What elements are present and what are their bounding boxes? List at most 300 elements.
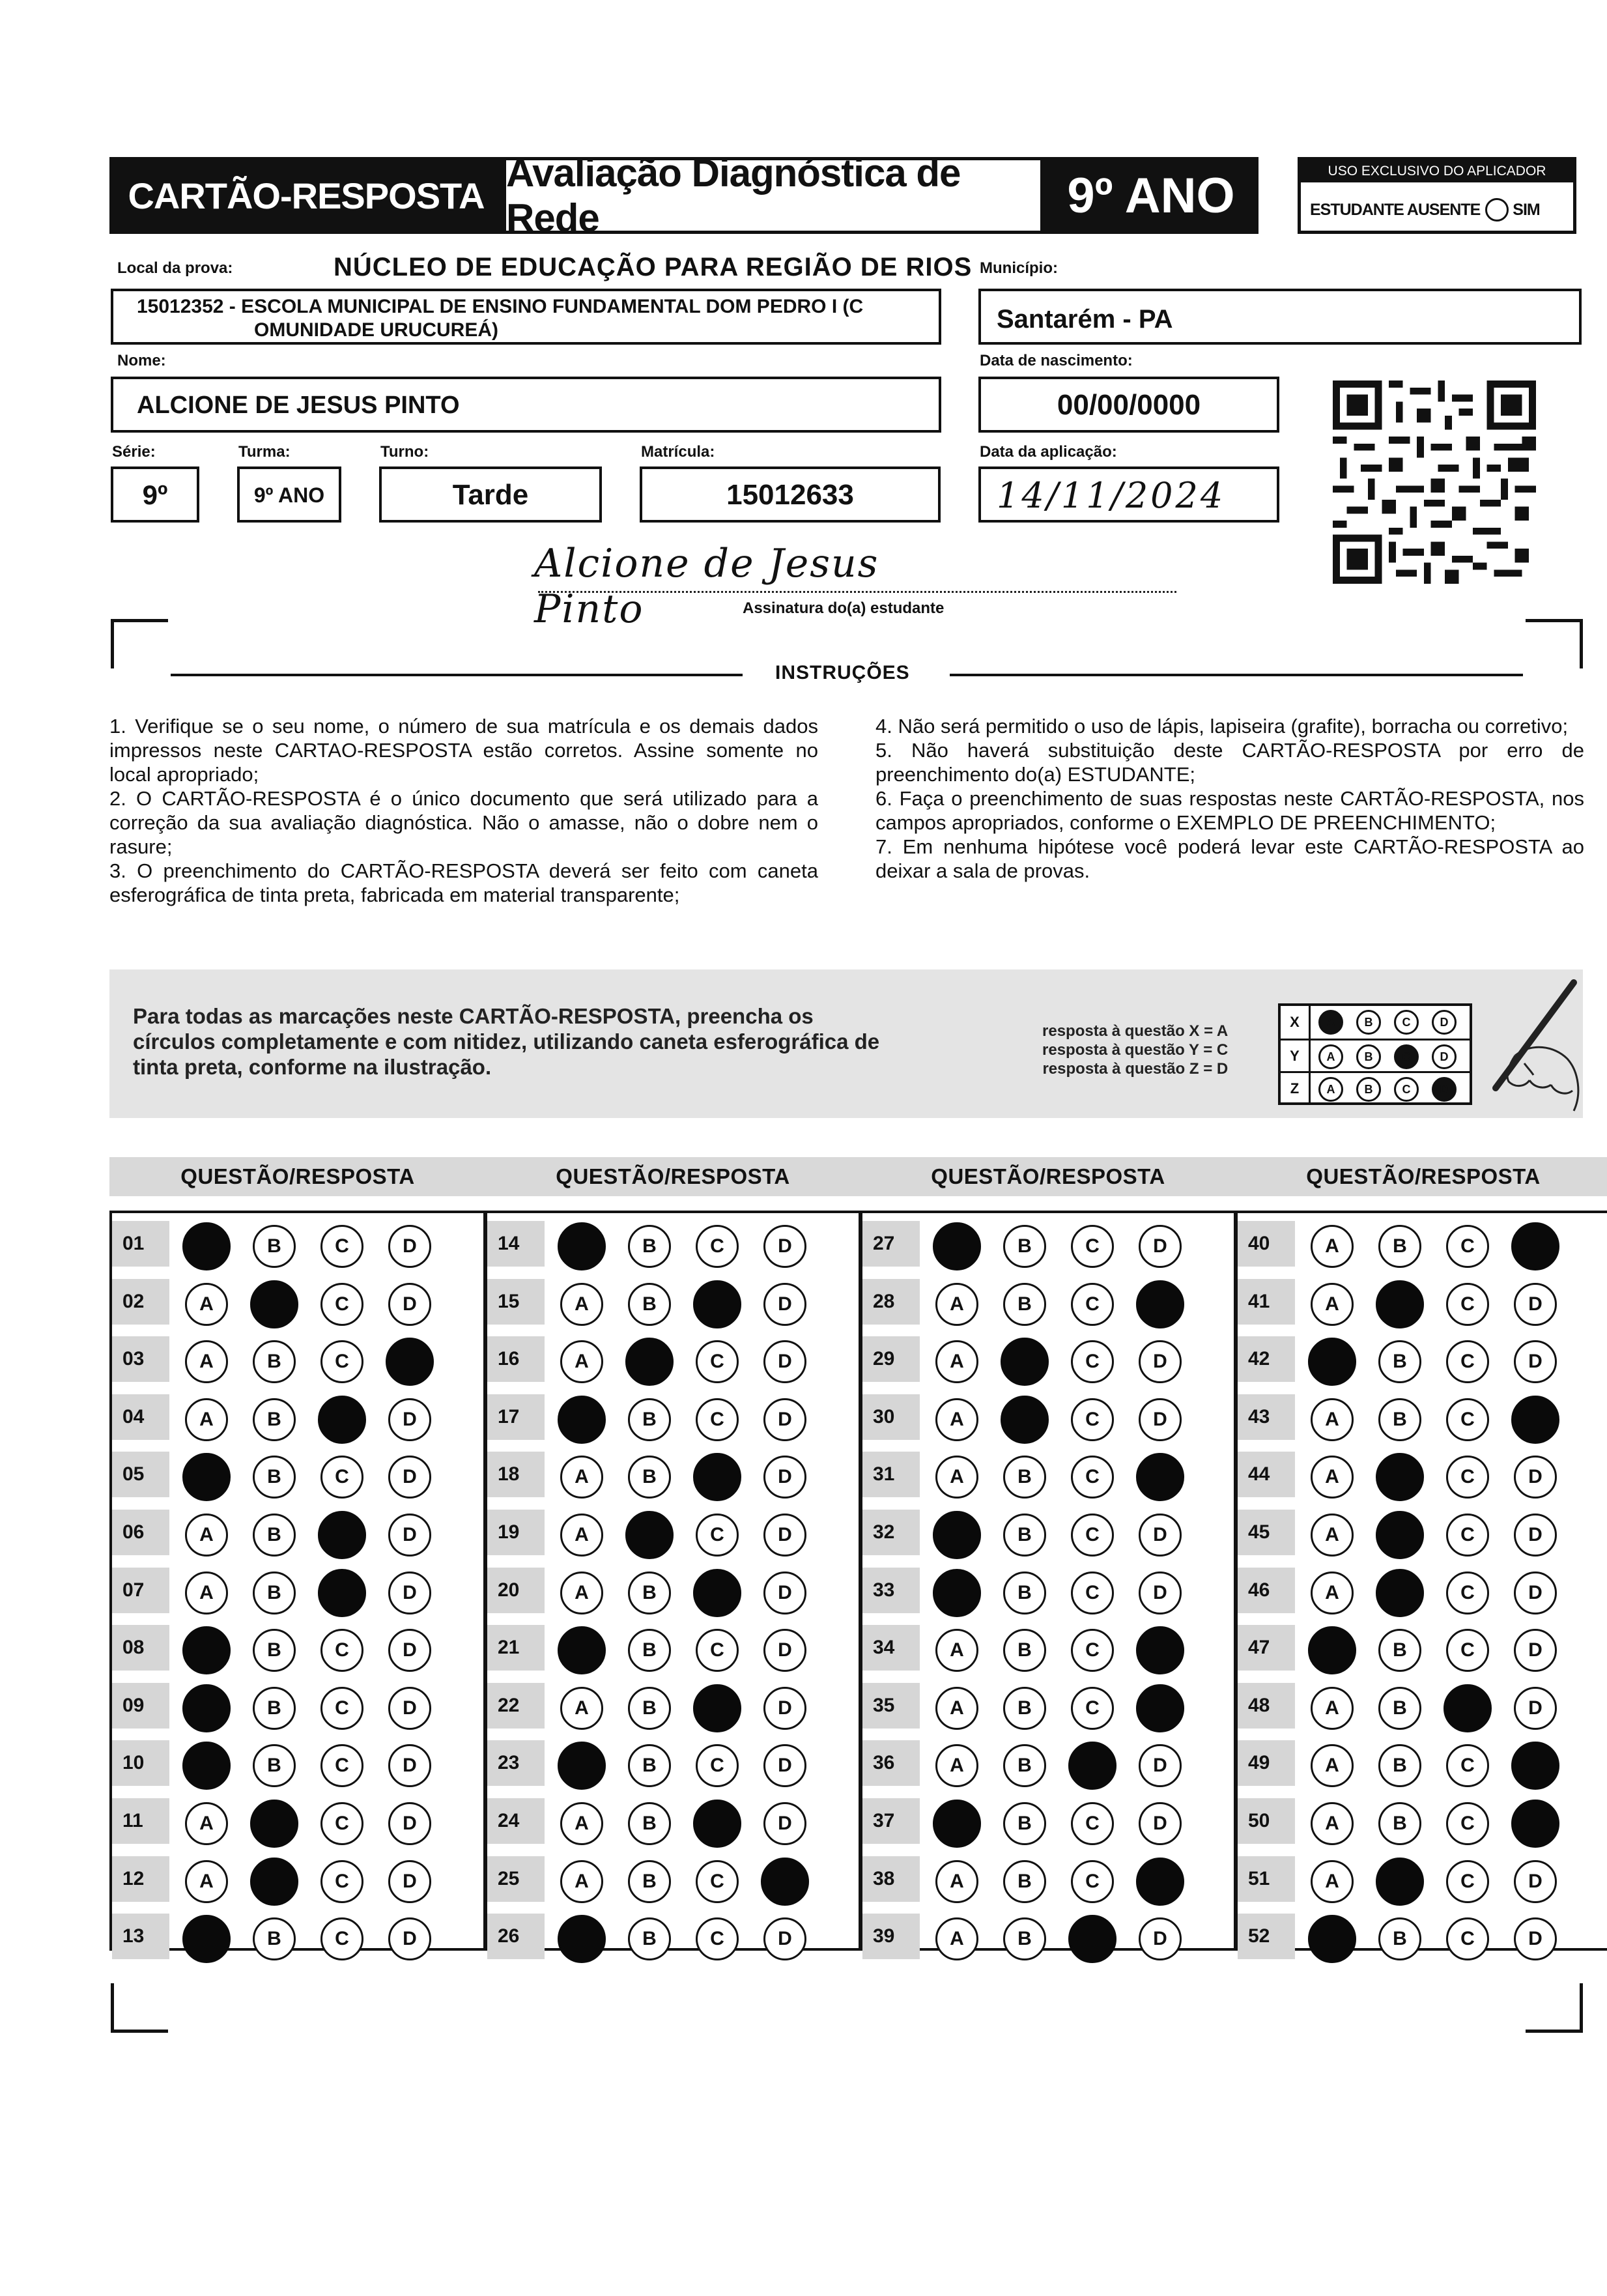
answer-bubble-19-a[interactable]: A — [560, 1514, 603, 1557]
answer-bubble-38-c[interactable]: C — [1071, 1860, 1114, 1903]
answer-bubble-04-c[interactable] — [318, 1396, 366, 1444]
answer-bubble-31-a[interactable]: A — [935, 1456, 978, 1499]
question-number: 08 — [112, 1625, 169, 1671]
answer-row-33 — [862, 1568, 1234, 1613]
answer-bubble-02-d[interactable]: D — [388, 1283, 431, 1326]
answer-row-12 — [112, 1856, 483, 1902]
answer-bubble-20-d[interactable]: D — [763, 1571, 806, 1614]
answer-bubble-49-b[interactable]: B — [1378, 1744, 1421, 1787]
answer-bubble-09-c[interactable]: C — [320, 1687, 363, 1730]
turno-label: Turno: — [380, 443, 429, 461]
answer-bubble-17-c[interactable]: C — [696, 1398, 739, 1441]
answer-bubble-44-c[interactable]: C — [1446, 1456, 1489, 1499]
absent-yes-label: SIM — [1513, 200, 1540, 219]
answer-bubble-01-c[interactable]: C — [320, 1225, 363, 1268]
answer-bubble-32-b[interactable]: B — [1003, 1514, 1046, 1557]
answer-bubble-34-d[interactable] — [1136, 1626, 1184, 1674]
answer-bubble-45-d[interactable]: D — [1514, 1514, 1557, 1557]
answer-row-03 — [112, 1336, 483, 1382]
answer-bubble-08-d[interactable]: D — [388, 1629, 431, 1672]
answer-row-06 — [112, 1510, 483, 1555]
answer-bubble-35-c[interactable]: C — [1071, 1687, 1114, 1730]
answer-bubble-18-d[interactable]: D — [763, 1456, 806, 1499]
answer-bubble-28-b[interactable]: B — [1003, 1283, 1046, 1326]
applicator-box — [1298, 157, 1576, 234]
answer-bubble-16-a[interactable]: A — [560, 1340, 603, 1383]
answer-bubble-32-a[interactable] — [933, 1511, 981, 1559]
answer-bubble-03-a[interactable]: A — [185, 1340, 228, 1383]
question-number: 10 — [112, 1740, 169, 1786]
answer-bubble-10-c[interactable]: C — [320, 1744, 363, 1787]
answer-bubble-49-d[interactable] — [1511, 1742, 1559, 1790]
answer-bubble-40-b[interactable]: B — [1378, 1225, 1421, 1268]
answer-bubble-26-a[interactable] — [558, 1915, 606, 1963]
answer-bubble-05-b[interactable]: B — [253, 1456, 296, 1499]
answer-bubble-47-b[interactable]: B — [1378, 1629, 1421, 1672]
answer-bubble-37-a[interactable] — [933, 1800, 981, 1848]
answer-bubble-06-a[interactable]: A — [185, 1514, 228, 1557]
answer-bubble-25-c[interactable]: C — [696, 1860, 739, 1903]
answer-bubble-26-d[interactable]: D — [763, 1917, 806, 1960]
answer-bubble-23-d[interactable]: D — [763, 1744, 806, 1787]
answer-bubble-24-a[interactable]: A — [560, 1802, 603, 1845]
answer-bubble-37-b[interactable]: B — [1003, 1802, 1046, 1845]
answer-bubble-14-d[interactable]: D — [763, 1225, 806, 1268]
answer-row-18 — [487, 1452, 859, 1497]
answer-bubble-32-d[interactable]: D — [1139, 1514, 1182, 1557]
answer-bubble-24-c[interactable] — [693, 1800, 741, 1848]
answer-bubble-51-a[interactable]: A — [1311, 1860, 1354, 1903]
answer-bubble-05-c[interactable]: C — [320, 1456, 363, 1499]
answer-bubble-08-b[interactable]: B — [253, 1629, 296, 1672]
instruction-3: 3. O preenchimento do CARTÃO-RESPOSTA deverá ser feito com caneta esferográfica de tinta preta, fabricada em material transparente; — [109, 859, 818, 906]
answer-row-40 — [1238, 1221, 1607, 1267]
answer-bubble-51-c[interactable]: C — [1446, 1860, 1489, 1903]
answer-bubble-33-a[interactable] — [933, 1569, 981, 1617]
answer-row-09 — [112, 1683, 483, 1729]
answer-bubble-35-a[interactable]: A — [935, 1687, 978, 1730]
answer-row-27 — [862, 1221, 1234, 1267]
answer-row-05 — [112, 1452, 483, 1497]
answer-bubble-17-d[interactable]: D — [763, 1398, 806, 1441]
question-number: 51 — [1238, 1856, 1295, 1902]
question-number: 30 — [862, 1394, 920, 1440]
answer-row-02 — [112, 1279, 483, 1325]
answer-bubble-12-d[interactable]: D — [388, 1860, 431, 1903]
answer-row-20 — [487, 1568, 859, 1613]
answer-bubble-08-a[interactable] — [182, 1626, 231, 1674]
answer-bubble-39-b[interactable]: B — [1003, 1917, 1046, 1960]
answer-bubble-29-a[interactable]: A — [935, 1340, 978, 1383]
answer-bubble-06-b[interactable]: B — [253, 1514, 296, 1557]
question-number: 13 — [112, 1914, 169, 1959]
answer-bubble-50-b[interactable]: B — [1378, 1802, 1421, 1845]
turma-label: Turma: — [238, 443, 291, 461]
answer-bubble-42-a[interactable] — [1308, 1338, 1356, 1386]
answer-bubble-50-d[interactable] — [1511, 1800, 1559, 1848]
turma-field: 9º ANO — [237, 466, 341, 523]
answer-bubble-02-c[interactable]: C — [320, 1283, 363, 1326]
frame-corner-bottom-left — [111, 1983, 168, 2033]
question-number: 03 — [112, 1336, 169, 1382]
answer-bubble-10-d[interactable]: D — [388, 1744, 431, 1787]
answer-bubble-19-d[interactable]: D — [763, 1514, 806, 1557]
answer-bubble-09-b[interactable]: B — [253, 1687, 296, 1730]
question-number: 26 — [487, 1914, 545, 1959]
answer-bubble-27-c[interactable]: C — [1071, 1225, 1114, 1268]
answer-bubble-47-a[interactable] — [1308, 1626, 1356, 1674]
answer-bubble-43-a[interactable]: A — [1311, 1398, 1354, 1441]
example-bubble-b: B — [1356, 1010, 1381, 1035]
question-number: 01 — [112, 1221, 169, 1267]
answer-row-39 — [862, 1914, 1234, 1959]
answer-bubble-06-d[interactable]: D — [388, 1514, 431, 1557]
example-bubble-b: B — [1356, 1044, 1381, 1069]
answer-bubble-15-d[interactable]: D — [763, 1283, 806, 1326]
answer-bubble-33-d[interactable]: D — [1139, 1571, 1182, 1614]
answer-bubble-12-a[interactable]: A — [185, 1860, 228, 1903]
answer-bubble-29-b[interactable] — [1001, 1338, 1049, 1386]
question-number: 02 — [112, 1279, 169, 1325]
example-text: Para todas as marcações neste CARTÃO-RESPOSTA, preencha os círculos completamente e com nitidez, utilizando caneta esferográfica de tinta preta, conforme na ilustração. — [133, 1004, 880, 1079]
answer-bubble-46-a[interactable]: A — [1311, 1571, 1354, 1614]
answer-bubble-37-c[interactable]: C — [1071, 1802, 1114, 1845]
answer-bubble-48-c[interactable] — [1443, 1684, 1492, 1732]
question-number: 16 — [487, 1336, 545, 1382]
legend-z: resposta à questão Z = D — [1042, 1060, 1229, 1078]
answer-bubble-40-d[interactable] — [1511, 1222, 1559, 1270]
answer-bubble-43-c[interactable]: C — [1446, 1398, 1489, 1441]
answer-bubble-28-d[interactable] — [1136, 1280, 1184, 1328]
answer-bubble-03-d[interactable] — [386, 1338, 434, 1386]
answer-bubble-34-b[interactable]: B — [1003, 1629, 1046, 1672]
answer-bubble-22-d[interactable]: D — [763, 1687, 806, 1730]
answer-row-48 — [1238, 1683, 1607, 1729]
answer-bubble-18-b[interactable]: B — [628, 1456, 671, 1499]
answer-bubble-02-b[interactable] — [250, 1280, 298, 1328]
answer-bubble-14-a[interactable] — [558, 1222, 606, 1270]
local-label: Local da prova: — [117, 259, 233, 277]
answer-bubble-44-b[interactable] — [1376, 1453, 1424, 1501]
answer-bubble-52-a[interactable] — [1308, 1915, 1356, 1963]
answer-bubble-15-b[interactable]: B — [628, 1283, 671, 1326]
answer-bubble-43-b[interactable]: B — [1378, 1398, 1421, 1441]
answer-bubble-11-c[interactable]: C — [320, 1802, 363, 1845]
answer-bubble-31-b[interactable]: B — [1003, 1456, 1046, 1499]
answer-bubble-13-d[interactable]: D — [388, 1917, 431, 1960]
answer-bubble-32-c[interactable]: C — [1071, 1514, 1114, 1557]
answer-bubble-47-d[interactable]: D — [1514, 1629, 1557, 1672]
answer-bubble-11-a[interactable]: A — [185, 1802, 228, 1845]
answer-bubble-25-d[interactable] — [761, 1858, 809, 1906]
answer-bubble-07-b[interactable]: B — [253, 1571, 296, 1614]
answer-bubble-24-b[interactable]: B — [628, 1802, 671, 1845]
dob-field: 00/00/0000 — [978, 377, 1279, 433]
answer-bubble-15-c[interactable] — [693, 1280, 741, 1328]
answer-bubble-41-d[interactable]: D — [1514, 1283, 1557, 1326]
absent-row — [1310, 192, 1571, 228]
answer-bubble-51-d[interactable]: D — [1514, 1860, 1557, 1903]
answer-bubble-48-d[interactable]: D — [1514, 1687, 1557, 1730]
school-line-2: OMUNIDADE URUCUREÁ) — [254, 319, 498, 341]
answer-row-29 — [862, 1336, 1234, 1382]
answer-bubble-23-c[interactable]: C — [696, 1744, 739, 1787]
answer-bubble-52-b[interactable]: B — [1378, 1917, 1421, 1960]
answer-row-10 — [112, 1740, 483, 1786]
answer-bubble-16-c[interactable]: C — [696, 1340, 739, 1383]
answer-bubble-45-b[interactable] — [1376, 1511, 1424, 1559]
answer-bubble-25-a[interactable]: A — [560, 1860, 603, 1903]
answer-bubble-36-a[interactable]: A — [935, 1744, 978, 1787]
example-row-label: X — [1281, 1006, 1311, 1039]
answer-bubble-22-a[interactable]: A — [560, 1687, 603, 1730]
answer-bubble-21-a[interactable] — [558, 1626, 606, 1674]
answer-bubble-29-d[interactable]: D — [1139, 1340, 1182, 1383]
answer-bubble-06-c[interactable] — [318, 1511, 366, 1559]
answer-bubble-31-c[interactable]: C — [1071, 1456, 1114, 1499]
answer-row-31 — [862, 1452, 1234, 1497]
answer-bubble-07-a[interactable]: A — [185, 1571, 228, 1614]
answer-bubble-11-b[interactable] — [250, 1800, 298, 1848]
answer-bubble-21-d[interactable]: D — [763, 1629, 806, 1672]
instruction-5: 5. Não haverá substituição deste CARTÃO-RESPOSTA por erro de preenchimento do(a) ESTUDANTE; — [875, 739, 1584, 786]
question-number: 11 — [112, 1798, 169, 1844]
absent-bubble[interactable] — [1485, 198, 1509, 222]
qr-code-icon — [1333, 380, 1536, 584]
card-title: CARTÃO-RESPOSTA — [109, 157, 503, 234]
answer-bubble-50-c[interactable]: C — [1446, 1802, 1489, 1845]
answer-bubble-41-c[interactable]: C — [1446, 1283, 1489, 1326]
answer-bubble-13-c[interactable]: C — [320, 1917, 363, 1960]
answer-bubble-27-d[interactable]: D — [1139, 1225, 1182, 1268]
answer-bubble-01-b[interactable]: B — [253, 1225, 296, 1268]
answer-bubble-13-a[interactable] — [182, 1915, 231, 1963]
answer-bubble-38-a[interactable]: A — [935, 1860, 978, 1903]
question-number: 07 — [112, 1568, 169, 1613]
answer-bubble-05-d[interactable]: D — [388, 1456, 431, 1499]
answer-bubble-05-a[interactable] — [182, 1453, 231, 1501]
answer-bubble-30-d[interactable]: D — [1139, 1398, 1182, 1441]
answer-bubble-48-b[interactable]: B — [1378, 1687, 1421, 1730]
answer-row-38 — [862, 1856, 1234, 1902]
answer-bubble-36-c[interactable] — [1068, 1742, 1116, 1790]
answer-bubble-44-a[interactable]: A — [1311, 1456, 1354, 1499]
answer-bubble-17-b[interactable]: B — [628, 1398, 671, 1441]
answer-bubble-48-a[interactable]: A — [1311, 1687, 1354, 1730]
answer-bubble-09-a[interactable] — [182, 1684, 231, 1732]
answer-bubble-14-c[interactable]: C — [696, 1225, 739, 1268]
answer-bubble-21-b[interactable]: B — [628, 1629, 671, 1672]
question-number: 14 — [487, 1221, 545, 1267]
answer-bubble-41-b[interactable] — [1376, 1280, 1424, 1328]
answer-bubble-11-d[interactable]: D — [388, 1802, 431, 1845]
answer-bubble-07-d[interactable]: D — [388, 1571, 431, 1614]
answer-bubble-04-a[interactable]: A — [185, 1398, 228, 1441]
question-number: 35 — [862, 1683, 920, 1729]
answer-bubble-01-d[interactable]: D — [388, 1225, 431, 1268]
answer-bubble-47-c[interactable]: C — [1446, 1629, 1489, 1672]
example-bubble-a: A — [1318, 1010, 1343, 1035]
answer-bubble-30-c[interactable]: C — [1071, 1398, 1114, 1441]
answer-bubble-40-a[interactable]: A — [1311, 1225, 1354, 1268]
answer-bubble-43-d[interactable] — [1511, 1396, 1559, 1444]
answer-bubble-20-c[interactable] — [693, 1569, 741, 1617]
answer-bubble-04-b[interactable]: B — [253, 1398, 296, 1441]
answer-bubble-37-d[interactable]: D — [1139, 1802, 1182, 1845]
answer-bubble-03-b[interactable]: B — [253, 1340, 296, 1383]
answer-bubble-08-c[interactable]: C — [320, 1629, 363, 1672]
answer-bubble-10-a[interactable] — [182, 1742, 231, 1790]
answer-bubble-42-d[interactable]: D — [1514, 1340, 1557, 1383]
answer-bubble-15-a[interactable]: A — [560, 1283, 603, 1326]
answer-bubble-24-d[interactable]: D — [763, 1802, 806, 1845]
question-number: 42 — [1238, 1336, 1295, 1382]
answer-bubble-16-b[interactable] — [625, 1338, 674, 1386]
question-number: 49 — [1238, 1740, 1295, 1786]
answer-bubble-50-a[interactable]: A — [1311, 1802, 1354, 1845]
answer-bubble-40-c[interactable]: C — [1446, 1225, 1489, 1268]
answer-bubble-39-c[interactable] — [1068, 1915, 1116, 1963]
serie-label: Série: — [112, 443, 156, 461]
answer-bubble-19-b[interactable] — [625, 1511, 674, 1559]
answer-bubble-33-b[interactable]: B — [1003, 1571, 1046, 1614]
answer-bubble-23-a[interactable] — [558, 1742, 606, 1790]
absent-label: ESTUDANTE AUSENTE — [1310, 200, 1481, 219]
answer-bubble-20-a[interactable]: A — [560, 1571, 603, 1614]
answer-column-4 — [1235, 1211, 1607, 1951]
answer-bubble-35-d[interactable] — [1136, 1684, 1184, 1732]
answer-row-11 — [112, 1798, 483, 1844]
answer-bubble-27-b[interactable]: B — [1003, 1225, 1046, 1268]
answer-row-01 — [112, 1221, 483, 1267]
answer-bubble-19-c[interactable]: C — [696, 1514, 739, 1557]
answer-bubble-03-c[interactable]: C — [320, 1340, 363, 1383]
answer-bubble-34-c[interactable]: C — [1071, 1629, 1114, 1672]
frame-corner-bottom-right — [1526, 1983, 1583, 2033]
dob-label: Data de nascimento: — [980, 352, 1133, 369]
student-signature: Alcione de Jesus Pinto — [534, 541, 879, 632]
answer-bubble-39-a[interactable]: A — [935, 1917, 978, 1960]
answer-bubble-46-b[interactable] — [1376, 1569, 1424, 1617]
answer-bubble-45-c[interactable]: C — [1446, 1514, 1489, 1557]
answer-bubble-23-b[interactable]: B — [628, 1744, 671, 1787]
answer-bubble-17-a[interactable] — [558, 1396, 606, 1444]
answer-bubble-29-c[interactable]: C — [1071, 1340, 1114, 1383]
answer-bubble-52-d[interactable]: D — [1514, 1917, 1557, 1960]
answer-bubble-25-b[interactable]: B — [628, 1860, 671, 1903]
answer-bubble-38-b[interactable]: B — [1003, 1860, 1046, 1903]
answer-bubble-21-c[interactable]: C — [696, 1629, 739, 1672]
answer-row-49 — [1238, 1740, 1607, 1786]
question-number: 04 — [112, 1394, 169, 1440]
answer-bubble-22-b[interactable]: B — [628, 1687, 671, 1730]
answer-bubble-33-c[interactable]: C — [1071, 1571, 1114, 1614]
answer-bubble-14-b[interactable]: B — [628, 1225, 671, 1268]
answer-bubble-35-b[interactable]: B — [1003, 1687, 1046, 1730]
answer-bubble-28-c[interactable]: C — [1071, 1283, 1114, 1326]
question-number: 41 — [1238, 1279, 1295, 1325]
answer-bubble-39-d[interactable]: D — [1139, 1917, 1182, 1960]
question-number: 24 — [487, 1798, 545, 1844]
answer-bubble-30-b[interactable] — [1001, 1396, 1049, 1444]
answer-bubble-49-a[interactable]: A — [1311, 1744, 1354, 1787]
example-row-label: Z — [1281, 1073, 1311, 1104]
answer-row-26 — [487, 1914, 859, 1959]
school-field — [111, 289, 941, 345]
local-value: NÚCLEO DE EDUCAÇÃO PARA REGIÃO DE RIOS — [334, 253, 973, 281]
answer-bubble-38-d[interactable] — [1136, 1858, 1184, 1906]
answer-bubble-20-b[interactable]: B — [628, 1571, 671, 1614]
answer-bubble-04-d[interactable]: D — [388, 1398, 431, 1441]
answer-bubble-09-d[interactable]: D — [388, 1687, 431, 1730]
hand-pen-icon — [1470, 977, 1587, 1114]
answer-bubble-26-b[interactable]: B — [628, 1917, 671, 1960]
answer-bubble-13-b[interactable]: B — [253, 1917, 296, 1960]
answer-bubble-41-a[interactable]: A — [1311, 1283, 1354, 1326]
question-number: 40 — [1238, 1221, 1295, 1267]
answer-bubble-52-c[interactable]: C — [1446, 1917, 1489, 1960]
example-bubble-c: C — [1394, 1010, 1419, 1035]
answer-bubble-12-c[interactable]: C — [320, 1860, 363, 1903]
answer-bubble-27-a[interactable] — [933, 1222, 981, 1270]
question-number: 09 — [112, 1683, 169, 1729]
instruction-7: 7. Em nenhuma hipótese você poderá levar este CARTÃO-RESPOSTA ao deixar a sala de provas. — [875, 835, 1584, 882]
answer-bubble-22-c[interactable] — [693, 1684, 741, 1732]
answer-row-36 — [862, 1740, 1234, 1786]
answer-bubble-31-d[interactable] — [1136, 1453, 1184, 1501]
example-row — [1281, 1071, 1470, 1104]
answer-bubble-18-c[interactable] — [693, 1453, 741, 1501]
answer-bubble-16-d[interactable]: D — [763, 1340, 806, 1383]
answer-bubble-28-a[interactable]: A — [935, 1283, 978, 1326]
name-field: ALCIONE DE JESUS PINTO — [111, 377, 941, 433]
answer-bubble-46-d[interactable]: D — [1514, 1571, 1557, 1614]
answer-bubble-44-d[interactable]: D — [1514, 1456, 1557, 1499]
answer-bubble-46-c[interactable]: C — [1446, 1571, 1489, 1614]
question-number: 46 — [1238, 1568, 1295, 1613]
answer-bubble-36-d[interactable]: D — [1139, 1744, 1182, 1787]
signature-caption: Assinatura do(a) estudante — [743, 599, 945, 617]
answer-bubble-45-a[interactable]: A — [1311, 1514, 1354, 1557]
answer-row-23 — [487, 1740, 859, 1786]
answer-bubble-49-c[interactable]: C — [1446, 1744, 1489, 1787]
answer-row-46 — [1238, 1568, 1607, 1613]
answer-bubble-42-b[interactable]: B — [1378, 1340, 1421, 1383]
answer-bubble-42-c[interactable]: C — [1446, 1340, 1489, 1383]
question-number: 47 — [1238, 1625, 1295, 1671]
answer-bubble-02-a[interactable]: A — [185, 1283, 228, 1326]
answer-bubble-18-a[interactable]: A — [560, 1456, 603, 1499]
signature-line — [538, 591, 1176, 593]
answer-row-32 — [862, 1510, 1234, 1555]
answer-bubble-12-b[interactable] — [250, 1858, 298, 1906]
answer-bubble-10-b[interactable]: B — [253, 1744, 296, 1787]
answer-bubble-07-c[interactable] — [318, 1569, 366, 1617]
question-number: 06 — [112, 1510, 169, 1555]
instructions-left — [109, 714, 818, 907]
answer-row-41 — [1238, 1279, 1607, 1325]
answer-bubble-01-a[interactable] — [182, 1222, 231, 1270]
question-number: 45 — [1238, 1510, 1295, 1555]
answer-bubble-51-b[interactable] — [1376, 1858, 1424, 1906]
answer-bubble-26-c[interactable]: C — [696, 1917, 739, 1960]
answer-bubble-36-b[interactable]: B — [1003, 1744, 1046, 1787]
answer-bubble-34-a[interactable]: A — [935, 1629, 978, 1672]
question-number: 52 — [1238, 1914, 1295, 1959]
answer-bubble-30-a[interactable]: A — [935, 1398, 978, 1441]
question-number: 23 — [487, 1740, 545, 1786]
example-row-label: Y — [1281, 1040, 1311, 1071]
